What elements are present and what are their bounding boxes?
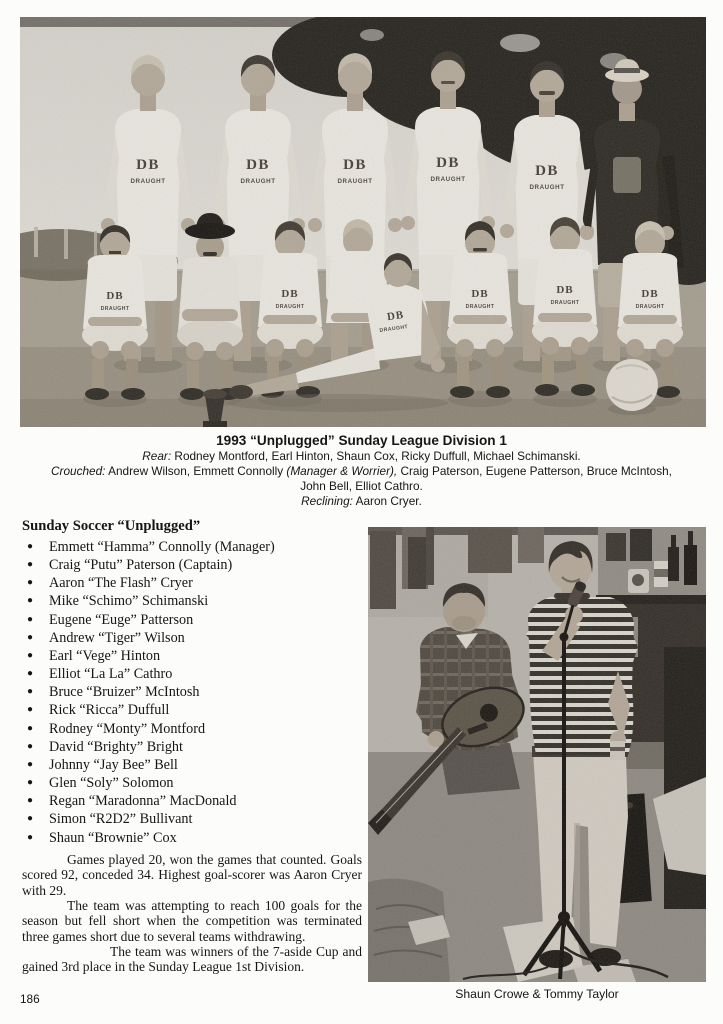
team-photo bbox=[20, 17, 706, 427]
player-list-item bbox=[22, 774, 362, 792]
caption-rear-line bbox=[0, 449, 723, 464]
shirt-brand-text: DRAUGHT bbox=[240, 178, 276, 185]
player-list-item bbox=[22, 647, 362, 665]
shirt-brand-text: DB bbox=[136, 157, 160, 173]
shirt-brand-text: DRAUGHT bbox=[337, 178, 373, 185]
shirt-brand-text: DRAUGHT bbox=[100, 306, 130, 312]
player-name: Andrew “Tiger” Wilson bbox=[49, 629, 185, 646]
player-list-item bbox=[22, 592, 362, 610]
caption-reclining-names: Aaron Cryer. bbox=[352, 494, 422, 509]
shirt-brand-text: DRAUGHT bbox=[130, 178, 166, 185]
season-summary bbox=[22, 852, 362, 975]
player-list-item bbox=[22, 738, 362, 756]
bullet-icon: ● bbox=[27, 831, 34, 843]
shirt-brand-text: DB bbox=[436, 155, 460, 171]
player-name: Bruce “Bruizer” McIntosh bbox=[49, 684, 200, 701]
bullet-icon: ● bbox=[27, 595, 34, 607]
bullet-icon: ● bbox=[27, 740, 34, 752]
shirt-brand-text: DB bbox=[641, 288, 659, 300]
shirt-brand-text: DRAUGHT bbox=[275, 304, 305, 310]
shirt-brand-text: DB bbox=[471, 288, 489, 300]
caption-crouched-line2: John Bell, Elliot Cathro. bbox=[300, 479, 423, 494]
shirt-brand-text: DB bbox=[343, 157, 367, 173]
player-list-item bbox=[22, 611, 362, 629]
shirt-brand-text: DB bbox=[386, 308, 405, 324]
player-list-item bbox=[22, 665, 362, 683]
player-list-item bbox=[22, 810, 362, 828]
player-list-item bbox=[22, 756, 362, 774]
player-name: Simon “R2D2” Bullivant bbox=[49, 811, 193, 828]
player-name: Regan “Maradonna” MacDonald bbox=[49, 793, 237, 810]
shirt-brand-text: DB bbox=[535, 163, 559, 179]
player-list-item bbox=[22, 720, 362, 738]
shirt-brand-text: DRAUGHT bbox=[430, 176, 466, 183]
shirt-brand-text: DB bbox=[106, 290, 124, 302]
caption-rear-label: Rear: bbox=[142, 449, 172, 463]
player-name: David “Brighty” Bright bbox=[49, 738, 183, 755]
bullet-icon: ● bbox=[27, 559, 34, 571]
caption-crouched-names-b: Craig Paterson, Eugene Patterson, Bruce McIntosh, bbox=[397, 464, 672, 479]
player-list-item bbox=[22, 792, 362, 810]
player-name: Craig “Putu” Paterson (Captain) bbox=[49, 557, 233, 574]
player-name: Johnny “Jay Bee” Bell bbox=[49, 756, 178, 773]
caption-crouched-line bbox=[0, 464, 723, 479]
film-grain-overlay bbox=[368, 527, 706, 982]
shirt-brand-text: DRAUGHT bbox=[465, 304, 495, 310]
player-list-item bbox=[22, 574, 362, 592]
bullet-icon: ● bbox=[27, 704, 34, 716]
roster-section bbox=[22, 516, 362, 847]
player-name: Rick “Ricca” Duffull bbox=[49, 702, 170, 719]
player-list bbox=[22, 538, 362, 847]
caption-crouched-label: Crouched: bbox=[51, 464, 106, 479]
player-name: Aaron “The Flash” Cryer bbox=[49, 575, 193, 592]
bullet-icon: ● bbox=[27, 577, 34, 589]
player-name: Shaun “Brownie” Cox bbox=[49, 829, 177, 846]
bullet-icon: ● bbox=[27, 813, 34, 825]
summary-paragraph-2: The team was attempting to reach 100 goals for the season but fell short when the competition was terminated three games short due to several teams withdrawing. bbox=[22, 898, 362, 944]
player-name: Eugene “Euge” Patterson bbox=[49, 611, 194, 628]
bullet-icon: ● bbox=[27, 649, 34, 661]
bullet-icon: ● bbox=[27, 541, 34, 552]
caption-reclining-label: Reclining: bbox=[301, 494, 353, 509]
bullet-icon: ● bbox=[27, 777, 34, 789]
player-name: Earl “Vege” Hinton bbox=[49, 647, 161, 664]
roster-heading: Sunday Soccer “Unplugged” bbox=[22, 518, 201, 534]
summary-paragraph-1: Games played 20, won the games that counted. Goals scored 92, conceded 34. Highest goal-scorer was Aaron Cryer with 29. bbox=[22, 852, 362, 898]
player-list-item bbox=[22, 683, 362, 701]
player-name: Glen “Soly” Solomon bbox=[49, 775, 174, 792]
shirt-brand-text: DRAUGHT bbox=[379, 324, 409, 334]
page-number: 186 bbox=[20, 992, 40, 1006]
shirt-brand-text: DRAUGHT bbox=[550, 300, 580, 306]
caption-manager-note: (Manager & Worrier), bbox=[286, 464, 398, 479]
shirt-brand-text: DRAUGHT bbox=[635, 304, 665, 310]
player-name: Emmett “Hamma” Connolly (Manager) bbox=[49, 539, 275, 555]
summary-paragraph-3: The team was winners of the 7-aside Cup and gained 3rd place in the Sunday League 1st Division. bbox=[22, 944, 362, 975]
bullet-icon: ● bbox=[27, 722, 34, 734]
band-photo-caption: Shaun Crowe & Tommy Taylor bbox=[455, 987, 619, 1001]
shirt-brand-text: DB bbox=[281, 288, 299, 300]
player-list-item bbox=[22, 538, 362, 556]
player-list-item bbox=[22, 629, 362, 647]
player-name: Rodney “Monty” Montford bbox=[49, 720, 206, 737]
shirt-brand-text: DRAUGHT bbox=[529, 184, 565, 191]
team-photo-caption bbox=[0, 432, 723, 509]
player-name: Elliot “La La” Cathro bbox=[49, 666, 173, 683]
player-list-item bbox=[22, 829, 362, 847]
bullet-icon: ● bbox=[27, 686, 34, 698]
band-photo bbox=[368, 527, 706, 982]
band-photo-illustration bbox=[368, 527, 706, 982]
caption-reclining-line bbox=[0, 494, 723, 509]
film-grain-overlay bbox=[20, 17, 706, 427]
player-name: Mike “Schimo” Schimanski bbox=[49, 593, 209, 610]
bullet-icon: ● bbox=[27, 631, 34, 643]
bullet-icon: ● bbox=[27, 795, 34, 807]
player-list-item bbox=[22, 556, 362, 574]
player-list-item bbox=[22, 701, 362, 719]
bullet-icon: ● bbox=[27, 758, 34, 770]
caption-crouched-names-a: Andrew Wilson, Emmett Connolly bbox=[105, 464, 287, 479]
shirt-brand-text: DB bbox=[556, 284, 574, 296]
bullet-icon: ● bbox=[27, 613, 34, 625]
caption-title: 1993 “Unplugged” Sunday League Division 1 bbox=[216, 433, 507, 448]
team-photo-illustration bbox=[20, 17, 706, 427]
shirt-brand-text: DB bbox=[246, 157, 270, 173]
bullet-icon: ● bbox=[27, 668, 34, 680]
caption-rear-names: Rodney Montford, Earl Hinton, Shaun Cox, Ricky Duffull, Michael Schimanski. bbox=[171, 449, 581, 463]
